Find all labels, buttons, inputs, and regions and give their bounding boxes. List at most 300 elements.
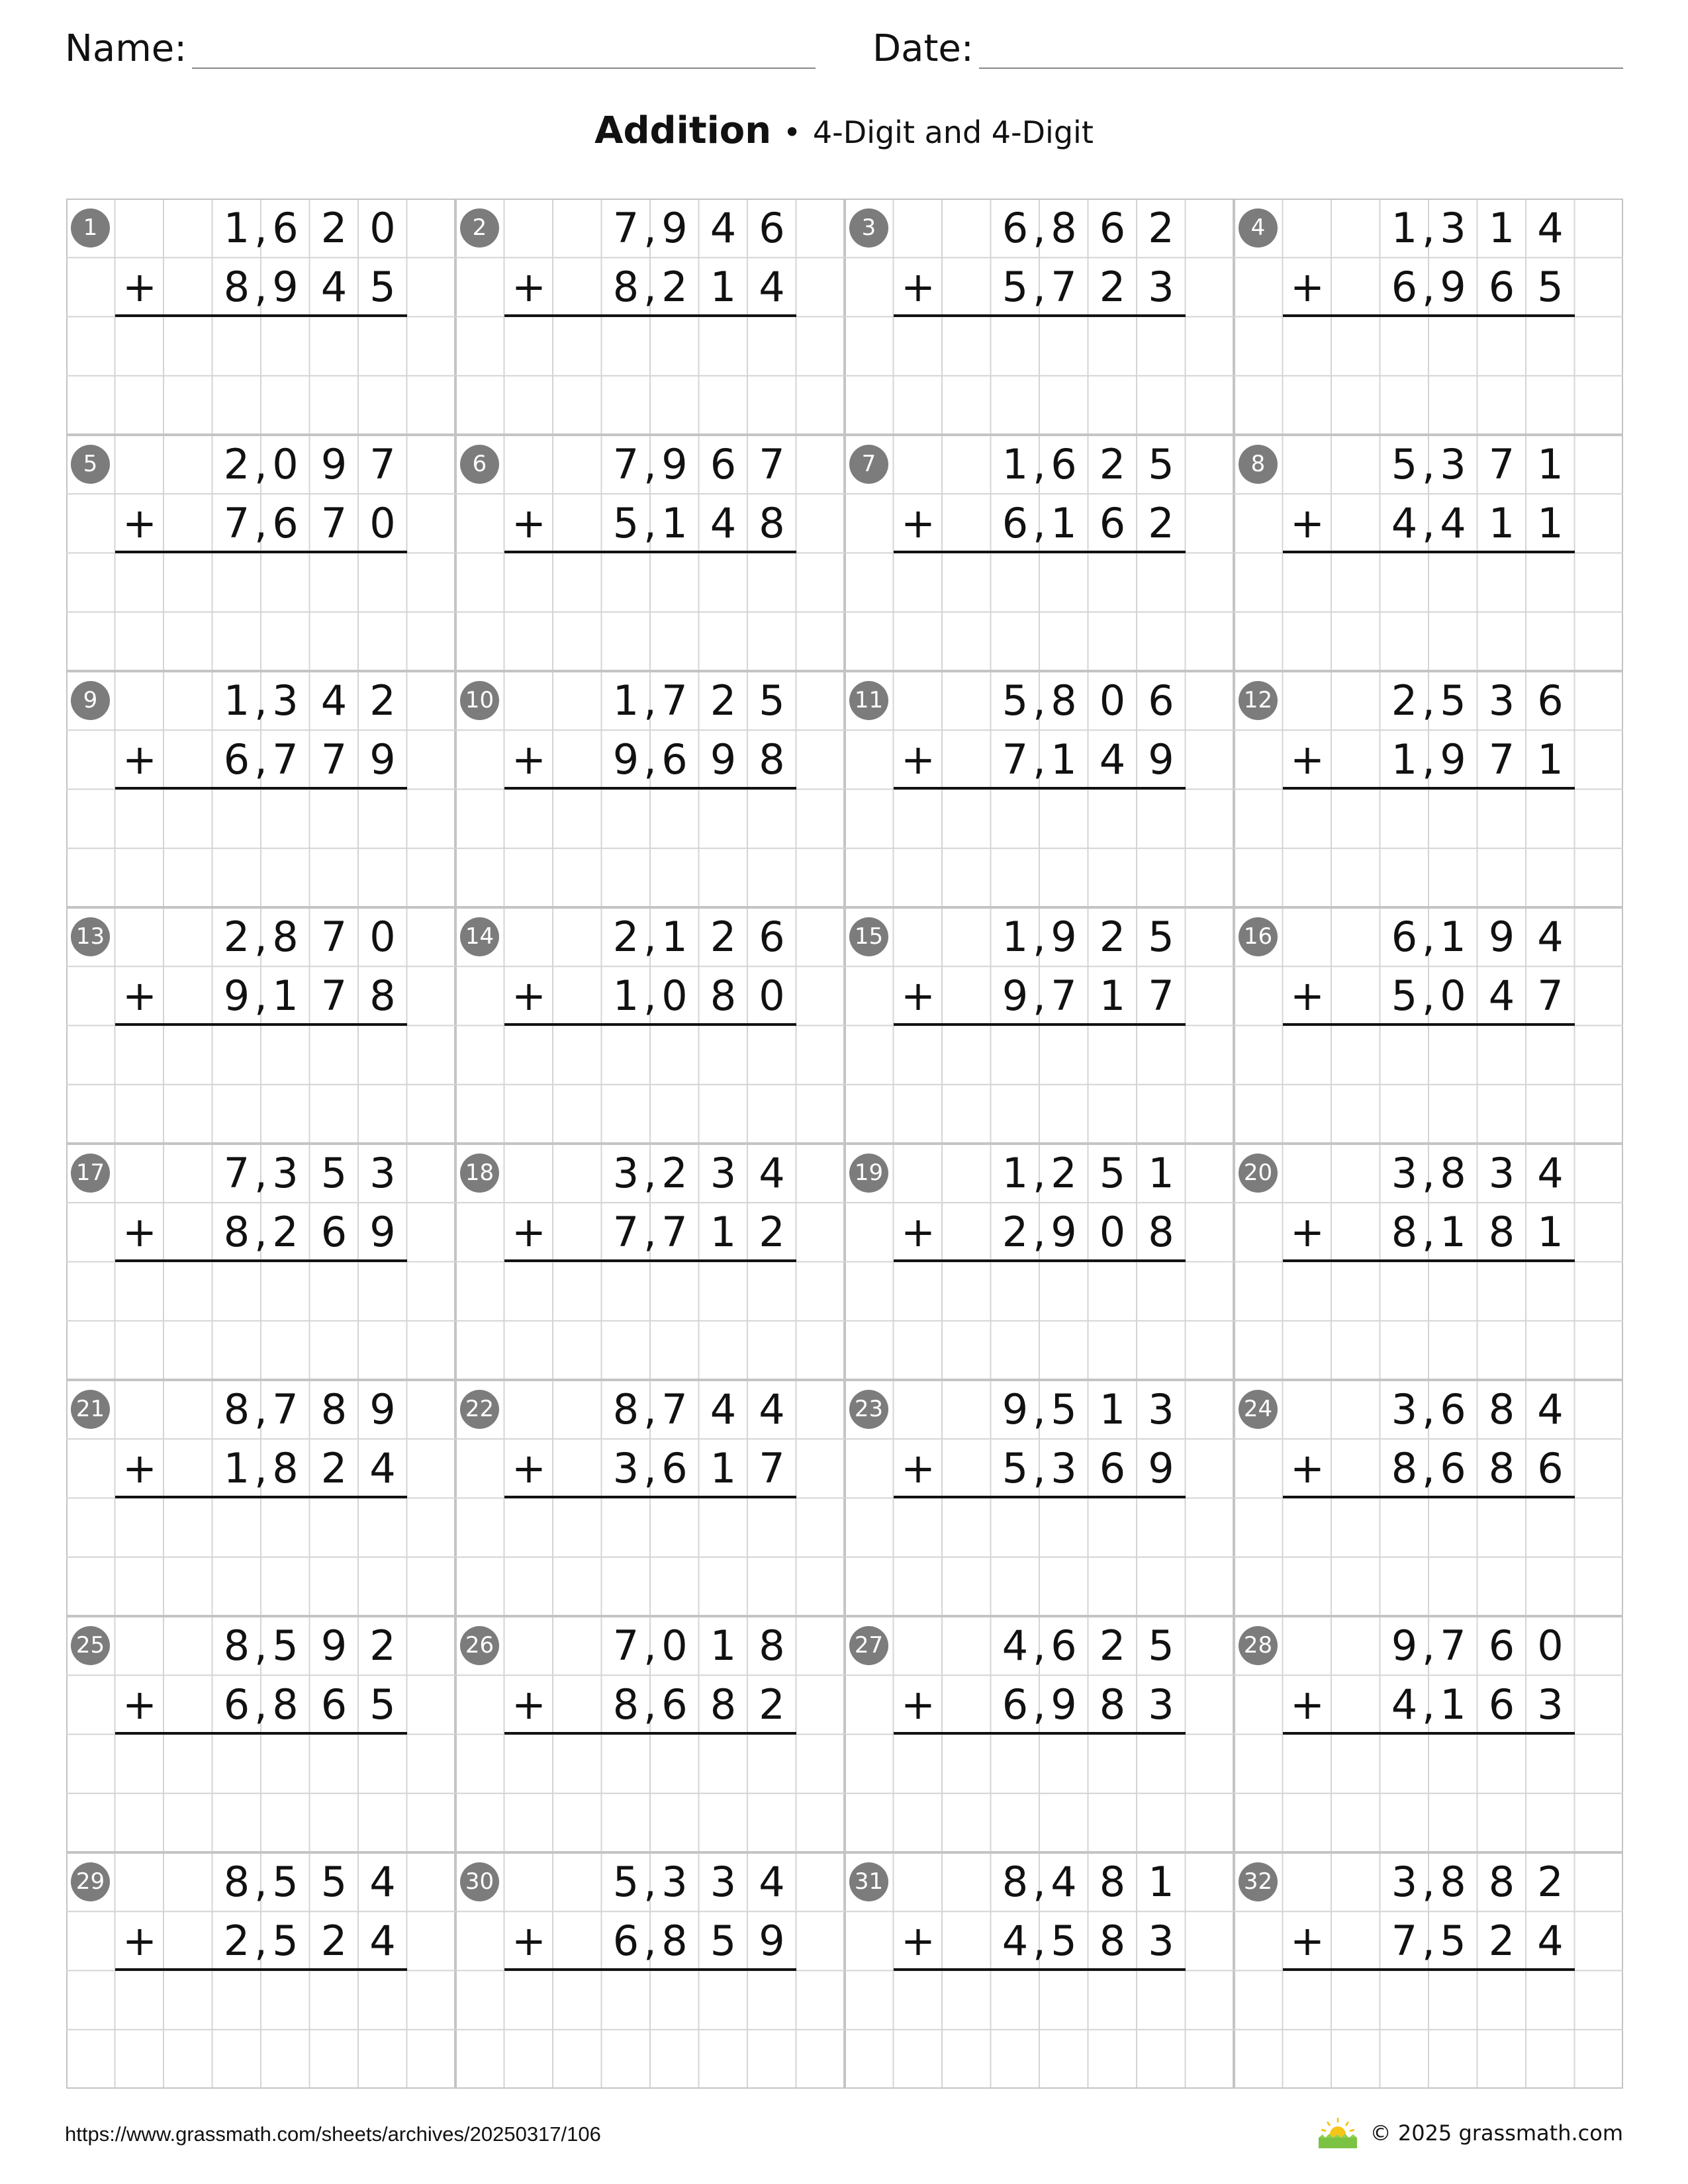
top-addend-comma: , [254,1149,267,1197]
bottom-addend-digit: 6 [661,735,688,784]
plus-sign: + [512,263,546,311]
plus-sign: + [1290,972,1325,1020]
top-addend-digit: 2 [223,440,250,488]
bottom-addend-digit: 7 [1488,735,1515,784]
sum-rule [504,1023,796,1026]
bottom-addend-comma: , [254,1208,267,1257]
plus-sign: + [512,1444,546,1492]
problem-18 [455,1144,845,1380]
date-field[interactable] [872,26,1623,69]
sum-rule [115,314,407,317]
top-addend-digit: 4 [1537,913,1564,961]
top-addend-digit: 2 [369,676,396,725]
top-addend-digit: 3 [1488,676,1515,725]
top-addend-comma: , [1422,1621,1435,1670]
top-addend-digit: 8 [223,1858,250,1906]
bottom-addend-digit: 8 [1488,1444,1515,1493]
bottom-addend-digit: 1 [223,1444,250,1493]
top-addend-digit: 1 [710,1621,737,1670]
bottom-addend-digit: 8 [759,735,785,784]
bottom-addend-digit: 0 [1099,1208,1126,1257]
bottom-addend-digit: 1 [272,972,299,1021]
top-addend-digit: 1 [1099,1385,1126,1433]
top-addend-digit: 8 [320,1385,348,1433]
top-addend-digit: 5 [1051,1385,1077,1433]
top-addend-comma: , [643,1149,657,1197]
bottom-addend-digit: 6 [612,1917,639,1966]
top-addend-digit: 1 [661,913,688,961]
name-label: Name: [65,27,187,70]
bottom-addend-digit: 8 [272,1444,299,1493]
problem-number-badge: 11 [849,681,888,720]
top-addend-comma: , [1033,1858,1046,1906]
problem-number-badge: 28 [1239,1626,1278,1665]
plus-sign: + [122,1680,157,1729]
bottom-addend-digit: 4 [1099,735,1126,784]
top-addend-digit: 7 [612,204,639,252]
bottom-addend-digit: 6 [1440,1444,1466,1493]
sum-rule [115,1732,407,1735]
bottom-addend-digit: 8 [1148,1208,1174,1257]
bottom-addend-digit: 9 [1440,263,1466,312]
sum-rule [1283,1259,1575,1262]
sum-rule [894,787,1186,790]
top-addend-digit: 3 [710,1858,737,1906]
bottom-addend-digit: 8 [612,1680,639,1729]
problem-number-badge: 32 [1239,1862,1278,1901]
bottom-addend-digit: 8 [710,1680,737,1729]
top-addend-digit: 5 [1148,913,1174,961]
problem-9 [66,671,455,907]
top-addend-digit: 3 [710,1149,737,1197]
bottom-addend-digit: 2 [661,263,688,312]
bottom-addend-digit: 5 [369,263,396,312]
bottom-addend-digit: 3 [1148,1917,1174,1966]
top-addend-digit: 3 [1391,1149,1418,1197]
bottom-addend-digit: 5 [1391,972,1418,1021]
bottom-addend-digit: 7 [320,972,348,1021]
plus-sign: + [1290,735,1325,784]
date-label: Date: [872,27,974,70]
top-addend-digit: 6 [1051,440,1077,488]
top-addend-digit: 8 [612,1385,639,1433]
bottom-addend-digit: 1 [1537,1208,1564,1257]
top-addend-digit: 7 [612,1621,639,1670]
problem-number-badge: 27 [849,1626,888,1665]
top-addend-digit: 4 [1537,1149,1564,1197]
sum-rule [894,1496,1186,1498]
top-addend-digit: 9 [1391,1621,1418,1670]
bottom-addend-digit: 7 [223,499,250,548]
top-addend-digit: 0 [369,204,396,252]
top-addend-digit: 6 [759,204,785,252]
top-addend-digit: 3 [1488,1149,1515,1197]
bottom-addend-comma: , [1033,263,1046,312]
sum-rule [504,1259,796,1262]
top-addend-comma: , [1422,913,1435,961]
bottom-addend-comma: , [643,972,657,1021]
sum-rule [894,1732,1186,1735]
top-addend-digit: 4 [759,1385,785,1433]
bottom-addend-comma: , [1422,972,1435,1021]
top-addend-digit: 1 [1488,204,1515,252]
name-line[interactable] [192,28,816,69]
problem-number-badge: 19 [849,1154,888,1193]
bottom-addend-comma: , [1422,499,1435,548]
problem-19 [845,1144,1234,1380]
top-addend-digit: 3 [1391,1385,1418,1433]
bottom-addend-digit: 3 [1148,1680,1174,1729]
problem-2 [455,199,845,435]
title-separator: • [782,114,802,150]
problem-number-badge: 16 [1239,917,1278,956]
name-field[interactable] [65,26,816,69]
plus-sign: + [901,1444,935,1492]
bottom-addend-digit: 2 [759,1680,785,1729]
bottom-addend-digit: 7 [1002,735,1029,784]
problem-16 [1234,907,1623,1144]
top-addend-digit: 1 [1391,204,1418,252]
problem-grid [66,199,1623,2089]
top-addend-comma: , [1033,440,1046,488]
top-addend-digit: 0 [661,1621,688,1670]
sum-rule [115,1023,407,1026]
top-addend-digit: 7 [661,676,688,725]
bottom-addend-digit: 5 [1002,263,1029,312]
problem-number-badge: 12 [1239,681,1278,720]
problem-29 [66,1852,455,2089]
top-addend-digit: 1 [1148,1858,1174,1906]
bottom-addend-digit: 4 [1537,1917,1564,1966]
plus-sign: + [901,1917,935,1965]
bottom-addend-digit: 5 [1440,1917,1466,1966]
top-addend-digit: 8 [1051,204,1077,252]
top-addend-digit: 4 [759,1858,785,1906]
problem-20 [1234,1144,1623,1380]
bottom-addend-digit: 5 [710,1917,737,1966]
sum-rule [1283,314,1575,317]
bottom-addend-digit: 4 [1440,499,1466,548]
bottom-addend-digit: 6 [223,1680,250,1729]
top-addend-comma: , [1033,204,1046,252]
top-addend-digit: 5 [320,1858,348,1906]
problem-number-badge: 2 [460,208,499,248]
top-addend-digit: 8 [1488,1858,1515,1906]
bottom-addend-digit: 7 [1051,972,1077,1021]
top-addend-digit: 8 [1099,1858,1126,1906]
top-addend-digit: 9 [661,204,688,252]
sun-over-grass-icon [1316,2116,1360,2150]
top-addend-digit: 2 [710,676,737,725]
sum-rule [1283,787,1575,790]
bottom-addend-digit: 2 [759,1208,785,1257]
top-addend-digit: 1 [1440,913,1466,961]
bottom-addend-digit: 1 [1051,499,1077,548]
bottom-addend-comma: , [643,263,657,312]
bottom-addend-digit: 7 [272,735,299,784]
top-addend-digit: 3 [272,1149,299,1197]
sum-rule [504,1968,796,1971]
top-addend-digit: 5 [1148,1621,1174,1670]
bottom-addend-digit: 4 [369,1444,396,1493]
sum-rule [894,1023,1186,1026]
top-addend-digit: 9 [320,1621,348,1670]
top-addend-digit: 4 [1537,204,1564,252]
top-addend-digit: 2 [223,913,250,961]
top-addend-digit: 9 [1488,913,1515,961]
problem-14 [455,907,845,1144]
problem-number-badge: 31 [849,1862,888,1901]
page-title [0,107,1688,156]
plus-sign: + [1290,1208,1325,1256]
plus-sign: + [1290,1917,1325,1965]
bottom-addend-digit: 5 [272,1917,299,1966]
title-subtitle: 4-Digit and 4-Digit [812,114,1094,150]
problem-number-badge: 26 [460,1626,499,1665]
sum-rule [1283,1968,1575,1971]
bottom-addend-digit: 1 [710,263,737,312]
top-addend-digit: 3 [661,1858,688,1906]
top-addend-digit: 4 [1537,1385,1564,1433]
bottom-addend-comma: , [1422,1208,1435,1257]
plus-sign: + [901,1208,935,1256]
top-addend-digit: 7 [1440,1621,1466,1670]
sum-rule [894,551,1186,553]
bottom-addend-digit: 7 [1391,1917,1418,1966]
top-addend-digit: 8 [1440,1858,1466,1906]
top-addend-digit: 2 [612,913,639,961]
top-addend-digit: 9 [320,440,348,488]
bottom-addend-digit: 2 [1002,1208,1029,1257]
bottom-addend-comma: , [254,1444,267,1493]
bottom-addend-digit: 5 [369,1680,396,1729]
problem-number-badge: 23 [849,1390,888,1429]
plus-sign: + [512,1680,546,1729]
bottom-addend-digit: 9 [369,1208,396,1257]
sum-rule [115,787,407,790]
top-addend-digit: 4 [369,1858,396,1906]
bottom-addend-digit: 9 [1148,735,1174,784]
plus-sign: + [512,1208,546,1256]
bottom-addend-digit: 3 [1537,1680,1564,1729]
bottom-addend-digit: 4 [320,263,348,312]
bottom-addend-digit: 8 [223,263,250,312]
plus-sign: + [1290,499,1325,547]
bottom-addend-digit: 9 [272,263,299,312]
bottom-addend-digit: 6 [661,1680,688,1729]
bottom-addend-digit: 8 [223,1208,250,1257]
bottom-addend-digit: 4 [1488,972,1515,1021]
bottom-addend-digit: 6 [1002,499,1029,548]
top-addend-digit: 2 [1537,1858,1564,1906]
bottom-addend-digit: 8 [612,263,639,312]
top-addend-digit: 6 [710,440,737,488]
bottom-addend-comma: , [1033,735,1046,784]
top-addend-digit: 8 [223,1385,250,1433]
top-addend-digit: 4 [1002,1621,1029,1670]
top-addend-digit: 1 [1537,440,1564,488]
plus-sign: + [1290,1680,1325,1729]
top-addend-digit: 3 [1440,440,1466,488]
sum-rule [504,551,796,553]
bottom-addend-digit: 2 [1488,1917,1515,1966]
bottom-addend-digit: 5 [1002,1444,1029,1493]
bottom-addend-digit: 9 [1440,735,1466,784]
top-addend-comma: , [1033,1385,1046,1433]
bottom-addend-digit: 2 [272,1208,299,1257]
bottom-addend-digit: 8 [759,499,785,548]
top-addend-comma: , [1033,676,1046,725]
sum-rule [115,551,407,553]
top-addend-comma: , [643,913,657,961]
bottom-addend-digit: 0 [369,499,396,548]
bottom-addend-comma: , [1033,972,1046,1021]
top-addend-comma: , [254,440,267,488]
problem-30 [455,1852,845,2089]
top-addend-digit: 0 [369,913,396,961]
plus-sign: + [122,1917,157,1965]
top-addend-digit: 6 [1440,1385,1466,1433]
bottom-addend-digit: 9 [759,1917,785,1966]
problem-17 [66,1144,455,1380]
top-addend-digit: 6 [1488,1621,1515,1670]
bottom-addend-digit: 6 [1002,1680,1029,1729]
sum-rule [1283,551,1575,553]
bottom-addend-comma: , [1422,1680,1435,1729]
plus-sign: + [901,263,935,311]
problem-number-badge: 9 [71,681,110,720]
plus-sign: + [901,499,935,547]
plus-sign: + [122,972,157,1020]
top-addend-comma: , [254,913,267,961]
problem-number-badge: 5 [71,445,110,484]
top-addend-digit: 4 [759,1149,785,1197]
problem-number-badge: 3 [849,208,888,248]
problem-3 [845,199,1234,435]
top-addend-digit: 6 [1099,204,1126,252]
bottom-addend-digit: 3 [1051,1444,1077,1493]
top-addend-digit: 3 [1148,1385,1174,1433]
bottom-addend-comma: , [643,1208,657,1257]
top-addend-digit: 5 [1391,440,1418,488]
top-addend-digit: 5 [759,676,785,725]
bottom-addend-comma: , [1033,1680,1046,1729]
top-addend-comma: , [1422,1385,1435,1433]
top-addend-digit: 2 [1099,913,1126,961]
problem-number-badge: 15 [849,917,888,956]
top-addend-digit: 7 [369,440,396,488]
problem-number-badge: 18 [460,1154,499,1193]
bottom-addend-digit: 0 [661,972,688,1021]
top-addend-digit: 1 [1002,440,1029,488]
sum-rule [1283,1023,1575,1026]
problem-23 [845,1380,1234,1616]
bottom-addend-comma: , [1033,1444,1046,1493]
top-addend-digit: 0 [272,440,299,488]
top-addend-comma: , [643,440,657,488]
plus-sign: + [1290,263,1325,311]
bottom-addend-digit: 4 [1002,1917,1029,1966]
date-line[interactable] [979,28,1623,69]
bottom-addend-digit: 7 [612,1208,639,1257]
bottom-addend-digit: 1 [710,1208,737,1257]
bottom-addend-digit: 9 [369,735,396,784]
bottom-addend-comma: , [1033,1208,1046,1257]
problem-12 [1234,671,1623,907]
sum-rule [504,787,796,790]
bottom-addend-digit: 7 [320,499,348,548]
top-addend-comma: , [643,204,657,252]
plus-sign: + [512,1917,546,1965]
problem-32 [1234,1852,1623,2089]
problem-31 [845,1852,1234,2089]
bottom-addend-digit: 7 [1537,972,1564,1021]
top-addend-digit: 9 [1002,1385,1029,1433]
bottom-addend-comma: , [1422,1917,1435,1966]
top-addend-digit: 1 [1002,913,1029,961]
problem-number-badge: 1 [71,208,110,248]
top-addend-digit: 2 [369,1621,396,1670]
top-addend-comma: , [1422,1858,1435,1906]
bottom-addend-digit: 5 [1051,1917,1077,1966]
bottom-addend-digit: 2 [1148,499,1174,548]
problem-number-badge: 10 [460,681,499,720]
bottom-addend-digit: 6 [661,1444,688,1493]
bottom-addend-digit: 6 [1099,1444,1126,1493]
top-addend-digit: 8 [1002,1858,1029,1906]
bottom-addend-digit: 3 [1148,263,1174,312]
top-addend-digit: 8 [223,1621,250,1670]
top-addend-digit: 0 [1537,1621,1564,1670]
top-addend-digit: 2 [1099,1621,1126,1670]
bottom-addend-digit: 6 [1391,263,1418,312]
top-addend-digit: 5 [1148,440,1174,488]
bottom-addend-digit: 1 [1440,1680,1466,1729]
bottom-addend-digit: 1 [1391,735,1418,784]
top-addend-digit: 1 [223,676,250,725]
top-addend-comma: , [1422,440,1435,488]
problem-number-badge: 7 [849,445,888,484]
top-addend-comma: , [1422,676,1435,725]
top-addend-digit: 2 [661,1149,688,1197]
top-addend-comma: , [1033,913,1046,961]
problem-number-badge: 21 [71,1390,110,1429]
bottom-addend-digit: 8 [1391,1444,1418,1493]
problem-22 [455,1380,845,1616]
top-addend-digit: 4 [710,204,737,252]
top-addend-digit: 2 [710,913,737,961]
bottom-addend-comma: , [1033,1917,1046,1966]
bottom-addend-digit: 2 [320,1917,348,1966]
bottom-addend-digit: 8 [1391,1208,1418,1257]
bottom-addend-digit: 2 [223,1917,250,1966]
top-addend-comma: , [1422,204,1435,252]
problem-number-badge: 20 [1239,1154,1278,1193]
bottom-addend-digit: 8 [1099,1917,1126,1966]
bottom-addend-comma: , [643,1680,657,1729]
top-addend-digit: 4 [320,676,348,725]
sum-rule [115,1496,407,1498]
problem-number-badge: 24 [1239,1390,1278,1429]
top-addend-digit: 7 [612,440,639,488]
footer-url: https://www.grassmath.com/sheets/archives/20250317/106 [65,2122,601,2146]
plus-sign: + [512,499,546,547]
top-addend-comma: , [1033,1621,1046,1670]
top-addend-comma: , [254,1621,267,1670]
plus-sign: + [122,499,157,547]
sum-rule [894,314,1186,317]
top-addend-digit: 5 [1002,676,1029,725]
